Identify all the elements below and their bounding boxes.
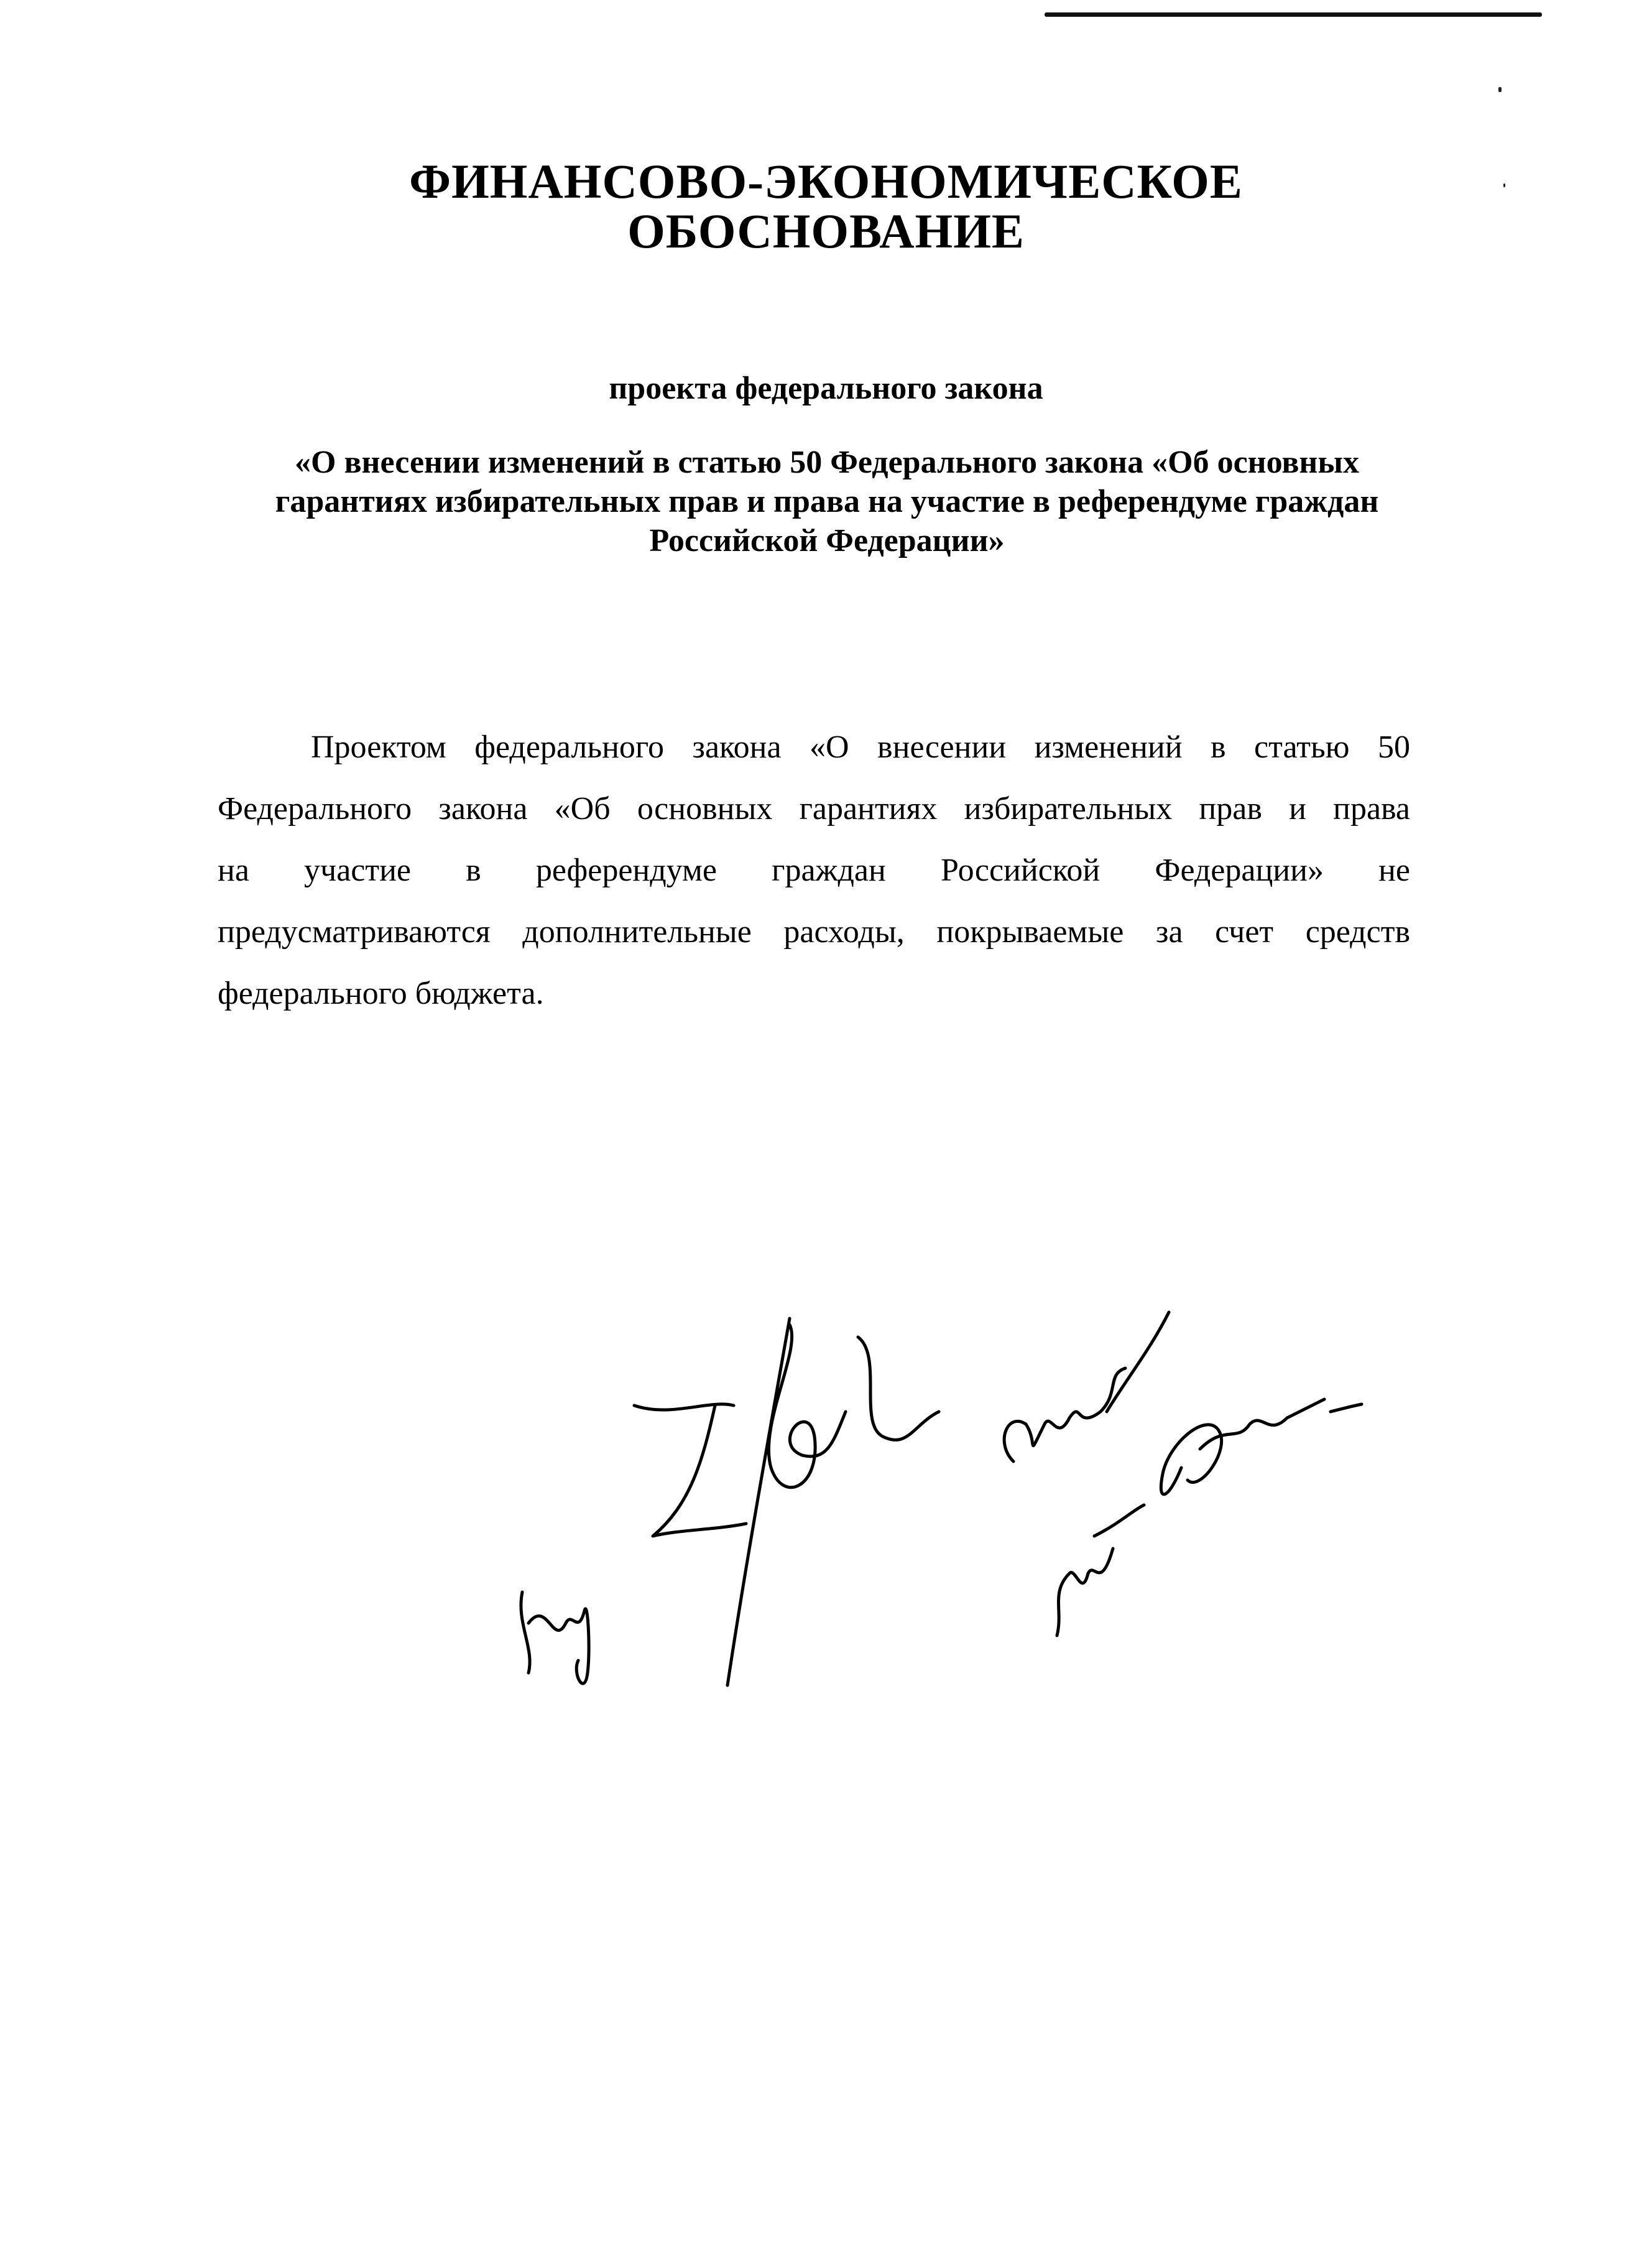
signature-3 bbox=[1004, 1312, 1169, 1636]
handwritten-signatures bbox=[510, 1300, 1480, 1710]
body-paragraph bbox=[218, 721, 1410, 1029]
scan-speck bbox=[1498, 87, 1502, 92]
scan-top-line bbox=[1045, 12, 1542, 17]
body-line: федерального бюджета. bbox=[218, 976, 544, 1011]
document-title-line-1: ФИНАНСОВО-ЭКОНОМИЧЕСКОЕ bbox=[409, 154, 1243, 208]
signature-2 bbox=[634, 1318, 939, 1685]
body-line: Федерального закона «Об основных гарантиях избирательных прав и права bbox=[218, 791, 1410, 826]
document-title-line-2: ОБОСНОВАНИЕ bbox=[627, 204, 1025, 258]
document-subtitle: проекта федерального закона bbox=[609, 371, 1043, 406]
law-name: «О внесении изменений в статью 50 Федерального закона «Об основных гарантиях избирательных прав и права на участие в референдуме граждан Российской Федерации» bbox=[275, 445, 1379, 558]
body-line: предусматриваются дополнительные расходы, покрываемые за счет средств bbox=[218, 914, 1410, 950]
body-line: на участие в референдуме граждан Российской Федерации» не bbox=[218, 853, 1410, 888]
signature-1 bbox=[521, 1592, 589, 1683]
signature-4 bbox=[1161, 1399, 1362, 1494]
body-line: Проектом федерального закона «О внесении изменений в статью 50 bbox=[311, 729, 1410, 765]
